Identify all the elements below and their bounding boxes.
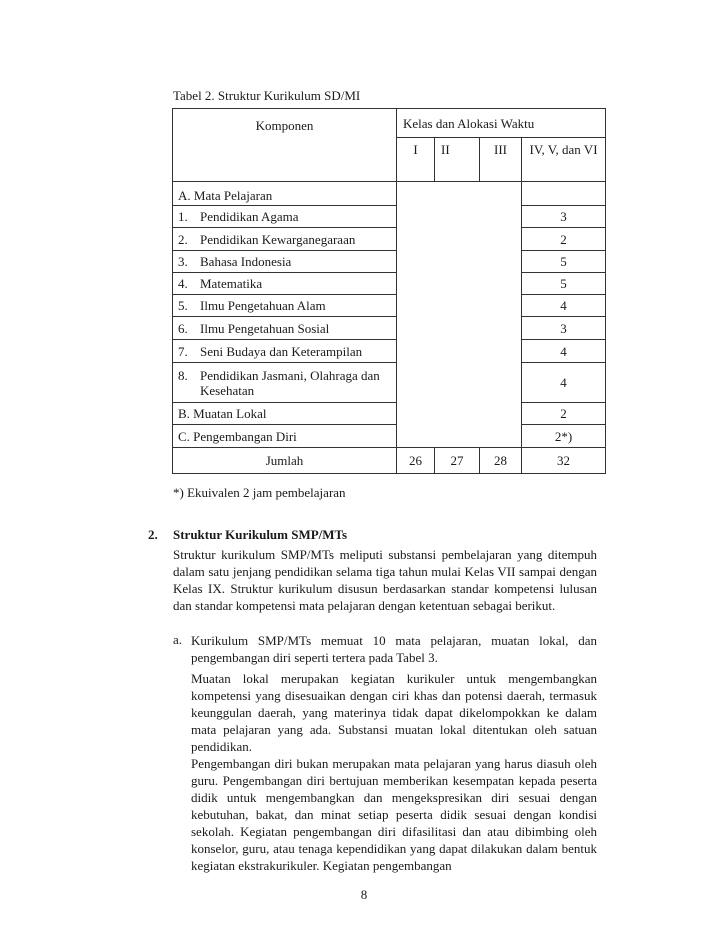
subject-row: 1. Pendidikan Agama	[173, 206, 397, 228]
pengembangan-diri-label: C. Pengembangan Diri	[173, 425, 397, 448]
jumlah-value: 27	[435, 448, 480, 474]
jumlah-value: 26	[397, 448, 435, 474]
jumlah-value: 28	[480, 448, 522, 474]
table-caption: Tabel 2. Struktur Kurikulum SD/MI	[173, 88, 361, 103]
grade-header: I	[397, 138, 435, 182]
jumlah-label: Jumlah	[173, 448, 397, 474]
paragraph-muatan-lokal: Muatan lokal merupakan kegiatan kurikuler untuk mengembangkan kompetensi yang disesuaikan dengan ciri khas dan potensi daerah, termasuk keunggulan daerah, yang materinya tidak dapat dikelompokkan ke dalam mata pelajaran yang ada. Substansi muatan lokal ditentukan oleh satuan pendidikan.	[191, 671, 597, 754]
subject-row: 6. Ilmu Pengetahuan Sosial	[173, 317, 397, 340]
blank-cell	[522, 182, 606, 206]
subject-hours: 3	[522, 317, 606, 340]
subject-hours: 5	[522, 251, 606, 273]
muatan-lokal-hours: 2	[522, 403, 606, 425]
subject-row: 7. Seni Budaya dan Keterampilan	[173, 340, 397, 363]
header-kelas: Kelas dan Alokasi Waktu	[397, 109, 606, 138]
subject-row: 4. Matematika	[173, 273, 397, 295]
header-komponen: Komponen	[173, 109, 397, 182]
subject-hours: 5	[522, 273, 606, 295]
blank-grades-cell	[397, 182, 522, 448]
subject-hours: 4	[522, 340, 606, 363]
section-heading: 2. Struktur Kurikulum SMP/MTs	[148, 527, 348, 542]
grade-header: III	[480, 138, 522, 182]
pengembangan-diri-hours: 2*)	[522, 425, 606, 448]
curriculum-table	[172, 108, 606, 474]
subject-row: 8. Pendidikan Jasmani, Olahraga dan Kesehatan	[173, 363, 397, 403]
grade-header: IV, V, dan VI	[522, 138, 606, 182]
paragraph-pengembangan-diri: Pengembangan diri bukan merupakan mata pelajaran yang harus diasuh oleh guru. Pengembangan diri bertujuan memberikan kesempatan kepada peserta didik untuk mengembangkan dan mengekspresikan diri sesuai dengan kebutuhan, bakat, dan minat setiap peserta didik sesuai dengan kondisi sekolah. Kegiatan pengembangan diri difasilitasi dan atau dibimbing oleh konselor, guru, atau tenaga kependidikan yang dapat dilakukan dalam bentuk kegiatan ekstrakurikuler. Kegiatan pengembangan	[191, 756, 597, 873]
subject-row: 3. Bahasa Indonesia	[173, 251, 397, 273]
section-a-label: A. Mata Pelajaran	[173, 182, 397, 206]
jumlah-value: 32	[522, 448, 606, 474]
subject-hours: 2	[522, 228, 606, 251]
subject-row: 2. Pendidikan Kewarganegaraan	[173, 228, 397, 251]
subject-hours: 3	[522, 206, 606, 228]
subject-row: 5. Ilmu Pengetahuan Alam	[173, 295, 397, 317]
grade-header: II	[435, 138, 480, 182]
muatan-lokal-label: B. Muatan Lokal	[173, 403, 397, 425]
table-footnote: *) Ekuivalen 2 jam pembelajaran	[173, 485, 346, 500]
subject-hours: 4	[522, 363, 606, 403]
page-number: 8	[360, 887, 368, 902]
item-a-text: Kurikulum SMP/MTs memuat 10 mata pelajaran, muatan lokal, dan pengembangan diri seperti tertera pada Tabel 3.	[191, 633, 597, 665]
item-a-letter: a.	[173, 632, 183, 647]
subject-hours: 4	[522, 295, 606, 317]
section-intro: Struktur kurikulum SMP/MTs meliputi substansi pembelajaran yang ditempuh dalam satu jenjang pendidikan selama tiga tahun mulai Kelas VII sampai dengan Kelas IX. Struktur kurikulum disusun berdasarkan standar kompetensi lulusan dan standar kompetensi mata pelajaran dengan ketentuan sebagai berikut.	[173, 547, 597, 613]
